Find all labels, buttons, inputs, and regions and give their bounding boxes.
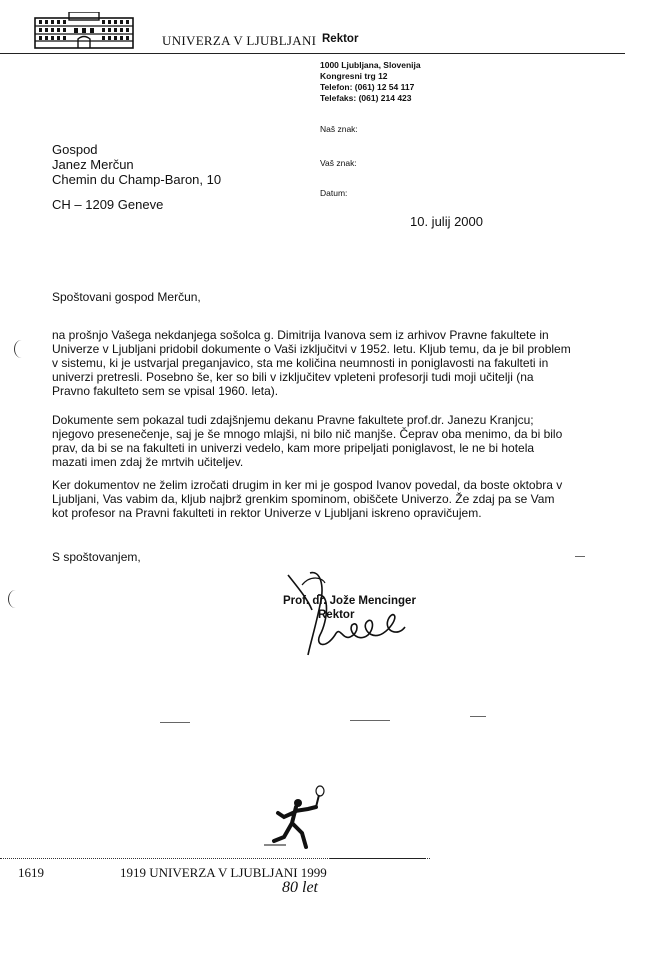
date-label: Datum: [320, 188, 348, 198]
letter-paragraph-3 [52, 478, 572, 520]
paragraph-text: Ker dokumentov ne želim izročati drugim in ker mi je gospod Ivanov povedal, da boste oktobra v Ljubljani, Vas vabim da, kljub najbrž grenkim spominom, obiščete Univerzo. Že zdaj pa se Vam kot profesor na Pravni fakulteti in rektor Univerze v Ljubljani iskreno opravičujem. [52, 478, 563, 520]
punch-hole-mark [8, 590, 23, 608]
scan-mark [160, 722, 190, 723]
recipient-block [52, 142, 221, 187]
university-building-logo [34, 12, 134, 55]
paragraph-text: na prošnjo Vašega nekdanjega sošolca g. Dimitrija Ivanova sem iz arhivov Pravne fakultete in Univerze v Ljubljani pridobil dokumente o Vaši izključitvi v 1952. letu. Kljub temu, da je bil problem v sistemu, ki je ustvarjal preganjavico, sta me količina neumnosti in poniglavosti na fakulteti in univerzi pretresli. Posebno še, ker so bili v izključitev vpleteni profesorji tudi moji učitelji (na Pravno fakulteto sem se vpisal 1960. leta). [52, 328, 571, 398]
our-ref-label: Naš znak: [320, 124, 358, 134]
address-line: 1000 Ljubljana, Slovenija [320, 60, 421, 70]
handwritten-signature [280, 565, 420, 665]
header-rule [0, 53, 625, 54]
handwritten-note: 80 let [282, 879, 318, 896]
your-ref-label: Vaš znak: [320, 158, 357, 168]
footer-rule [330, 858, 426, 859]
fax-line: Telefaks: (061) 214 423 [320, 93, 412, 103]
letter-greeting: Spoštovani gospod Merčun, [52, 290, 201, 304]
recipient-city: CH – 1209 Geneve [52, 197, 164, 212]
scan-mark [350, 720, 390, 721]
recipient-salutation: Gospod [52, 142, 98, 157]
office-title: Rektor [322, 33, 359, 45]
signatory-title: Rektor [318, 609, 355, 621]
punch-hole-mark [14, 340, 29, 358]
footer-anniversary: 1919 UNIVERZA V LJUBLJANI 1999 [120, 865, 327, 880]
signatory-name: Prof. dr. Jože Mencinger [283, 595, 416, 607]
address-line: Kongresni trg 12 [320, 71, 388, 81]
recipient-street: Chemin du Champ-Baron, 10 [52, 172, 222, 187]
letter-paragraph-1 [52, 328, 572, 398]
letter-closing: S spoštovanjem, [52, 550, 141, 564]
recipient-name: Janez Merčun [52, 157, 134, 172]
scan-mark [470, 716, 486, 717]
university-name: UNIVERZA V LJUBLJANI [162, 33, 317, 48]
scan-mark [575, 556, 585, 557]
letter-date: 10. julij 2000 [410, 214, 483, 229]
phone-line: Telefon: (061) 12 54 117 [320, 82, 415, 92]
footer-year-left: 1619 [18, 865, 44, 880]
paragraph-text: Dokumente sem pokazal tudi zdajšnjemu dekanu Pravne fakultete prof.dr. Janezu Kranjcu; njegovo presenečenje, saj je še mnogo mlajši, ni bilo nič manjše. Čeprav oba menimo, da bi bilo prav, da bi se na fakulteti in univerzi vedelo, kam more pripeljati poniglavost, le ne bi hotela mazati imen zdaj že mrtvih učiteljev. [52, 413, 563, 469]
address-block [320, 60, 421, 104]
runner-torch-logo [262, 785, 332, 855]
letter-paragraph-2 [52, 413, 572, 469]
